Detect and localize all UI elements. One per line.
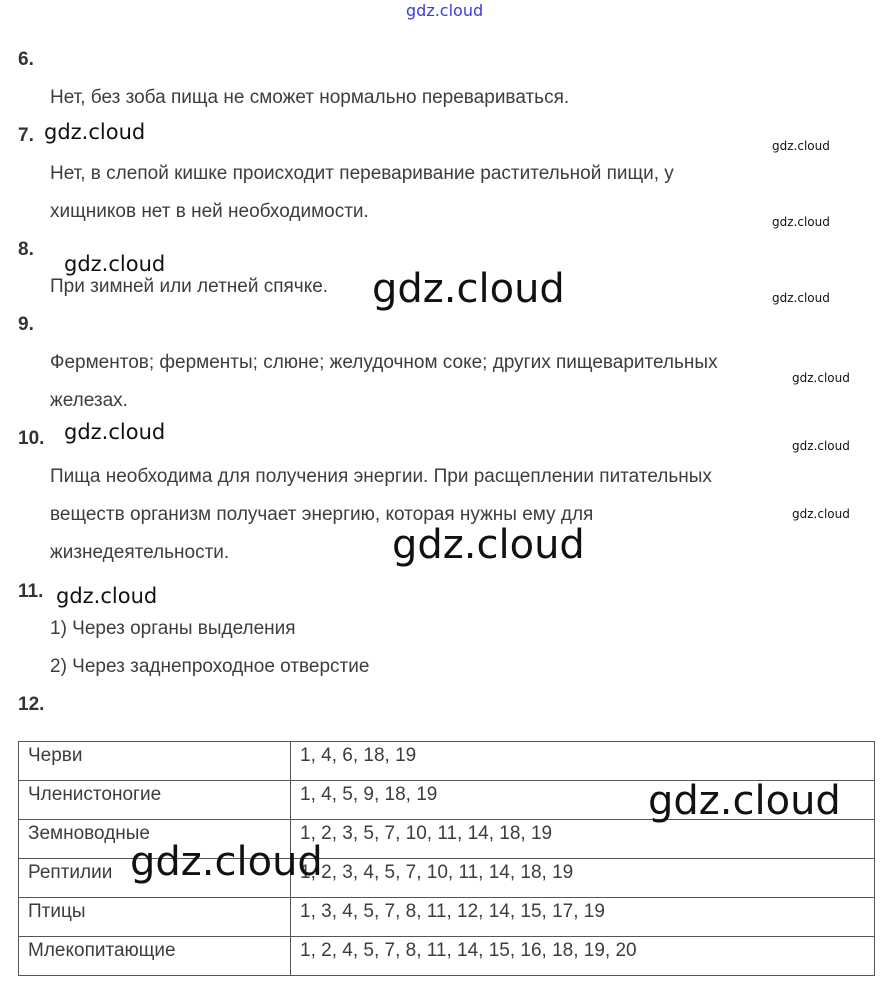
answer-11-line-2: 2) Через заднепроходное отверстие [50, 656, 370, 677]
answer-6-line-1: Нет, без зоба пища не сможет нормально перевариваться. [50, 87, 570, 108]
watermark: gdz.cloud [772, 291, 830, 305]
group-cell: Млекопитающие [19, 937, 291, 976]
group-cell: Рептилии [19, 859, 291, 898]
question-number-6: 6. [18, 49, 34, 70]
values-cell: 1, 4, 5, 9, 18, 19 [291, 781, 875, 820]
answer-8-line-1: При зимней или летней спячке. [50, 276, 329, 297]
group-cell: Черви [19, 742, 291, 781]
question-number-7: 7. [18, 125, 34, 146]
answer-9-line-2: железах. [50, 390, 128, 411]
answer-7-line-1: Нет, в слепой кишке происходит переваривание растительной пищи, у [50, 163, 674, 184]
watermark: gdz.cloud [56, 584, 158, 608]
question-number-8: 8. [18, 239, 34, 260]
watermark-top: gdz.cloud [406, 1, 484, 20]
answer-10-line-3: жизнедеятельности. [50, 542, 230, 563]
group-cell: Членистоногие [19, 781, 291, 820]
watermark: gdz.cloud [392, 522, 585, 568]
watermark: gdz.cloud [64, 252, 166, 276]
values-cell: 1, 4, 6, 18, 19 [291, 742, 875, 781]
question-number-10: 10. [18, 428, 45, 449]
group-cell: Птицы [19, 898, 291, 937]
question-number-9: 9. [18, 314, 34, 335]
values-cell: 1, 2, 4, 5, 7, 8, 11, 14, 15, 16, 18, 19, 20 [291, 937, 875, 976]
table-row [19, 898, 875, 937]
group-cell: Земноводные [19, 820, 291, 859]
answer-10-line-2: веществ организм получает энергию, которая нужны ему для [50, 504, 594, 525]
watermark: gdz.cloud [130, 839, 323, 885]
watermark: gdz.cloud [792, 371, 850, 385]
watermark: gdz.cloud [792, 439, 850, 453]
answer-10-line-1: Пища необходима для получения энергии. При расщеплении питательных [50, 466, 712, 487]
watermark: gdz.cloud [772, 215, 830, 229]
watermark: gdz.cloud [64, 420, 166, 444]
table-row [19, 937, 875, 976]
watermark: gdz.cloud [792, 507, 850, 521]
values-cell: 1, 2, 3, 5, 7, 10, 11, 14, 18, 19 [291, 820, 875, 859]
values-cell: 1, 3, 4, 5, 7, 8, 11, 12, 14, 15, 17, 19 [291, 898, 875, 937]
values-cell: 1, 2, 3, 4, 5, 7, 10, 11, 14, 18, 19 [291, 859, 875, 898]
watermark: gdz.cloud [772, 139, 830, 153]
question-number-11: 11. [18, 581, 44, 602]
table-row [19, 742, 875, 781]
answer-11-line-1: 1) Через органы выделения [50, 618, 296, 639]
answer-7-line-2: хищников нет в ней необходимости. [50, 201, 369, 222]
question-number-12: 12. [18, 694, 45, 715]
watermark: gdz.cloud [44, 120, 146, 144]
answer-9-line-1: Ферментов; ферменты; слюне; желудочном соке; других пищеварительных [50, 352, 718, 373]
watermark: gdz.cloud [372, 266, 565, 312]
watermark: gdz.cloud [648, 778, 841, 824]
